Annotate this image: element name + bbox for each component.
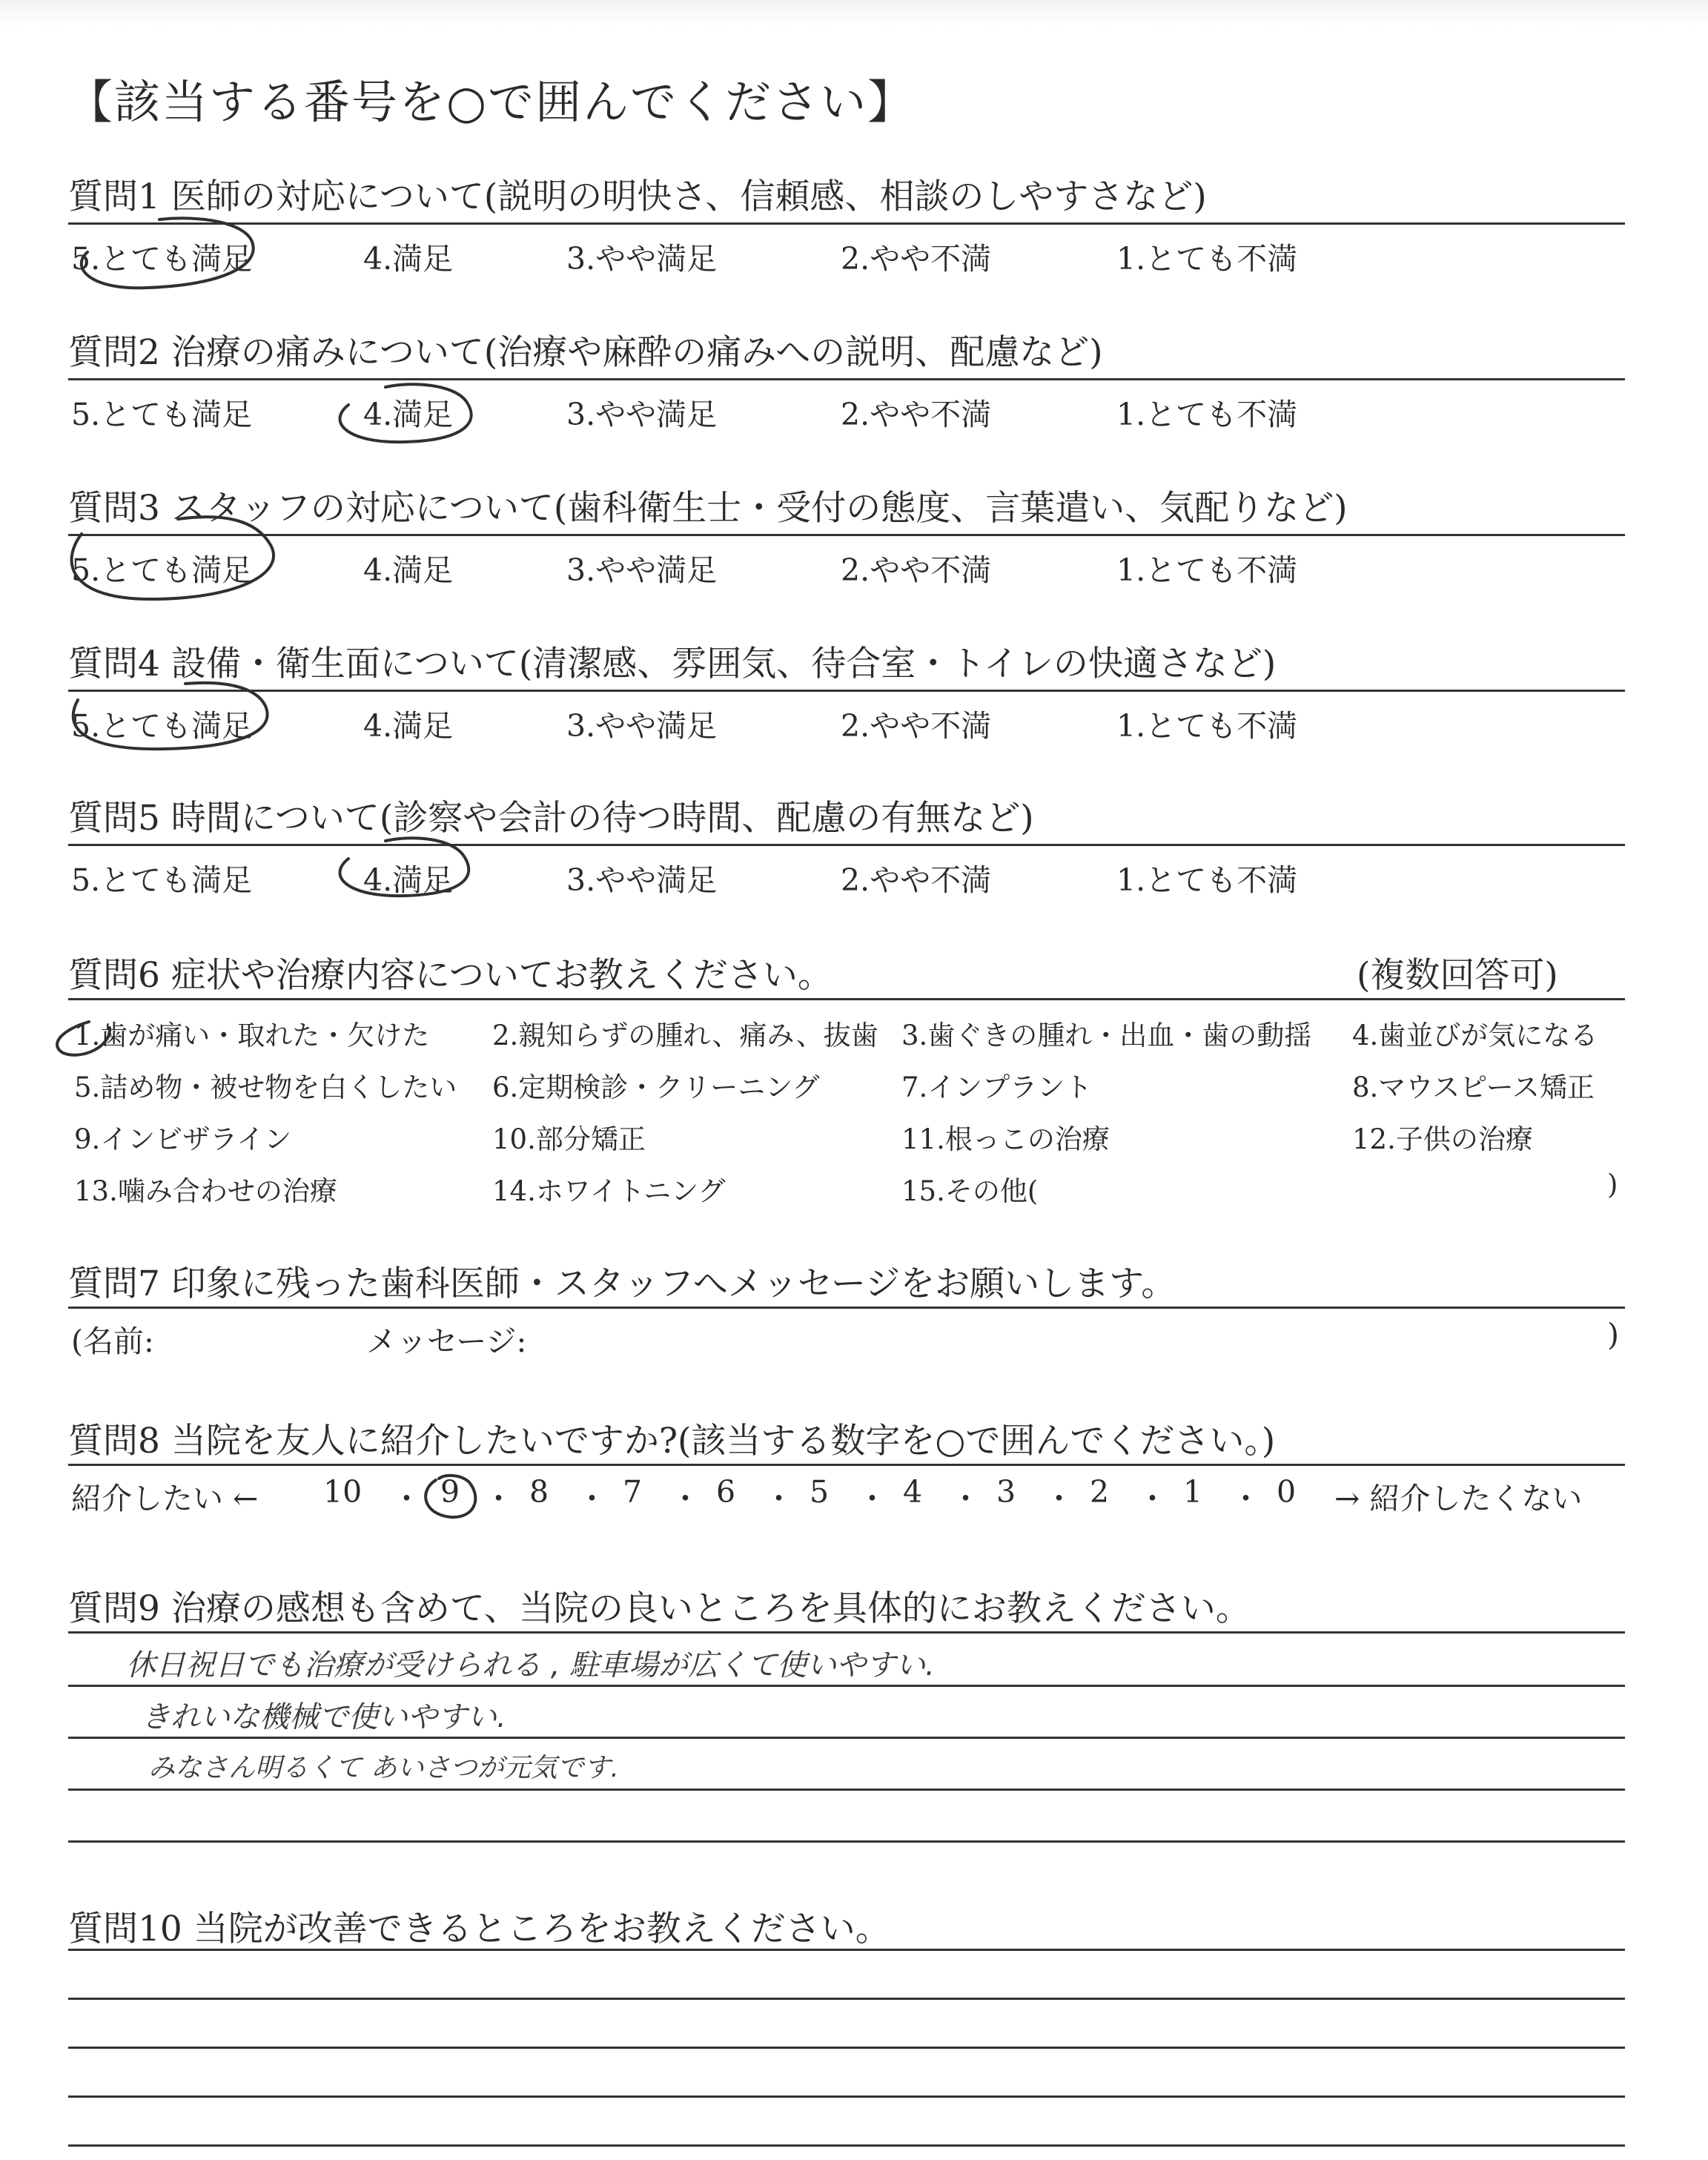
q6-option-7[interactable]: 7.インプラント [901,1071,1093,1103]
q4-option-4[interactable]: 4.満足 [363,708,454,744]
q1-selection-circle [82,218,254,288]
q4-option-3[interactable]: 3.やや満足 [566,708,718,744]
q8-selection-circle [426,1476,475,1517]
q2-option-5[interactable]: 5.とても満足 [71,397,253,432]
q8-scale-0[interactable]: 0 [1277,1474,1297,1510]
q8-separator: ・ [1044,1481,1074,1516]
q6-option-13[interactable]: 13.噛み合わせの治療 [74,1175,337,1207]
q5-option-4[interactable]: 4.満足 [363,862,454,898]
q8-scale-2[interactable]: 2 [1090,1474,1110,1510]
q3-option-2[interactable]: 2.やや不満 [841,552,992,588]
q2-option-3[interactable]: 3.やや満足 [566,397,718,432]
question-7-title: 質問7 印象に残った歯科医師・スタッフへメッセージをお願いします。 [68,1264,1176,1304]
q6-option-6[interactable]: 6.定期検診・クリーニング [492,1071,820,1103]
q8-separator: ・ [857,1481,887,1516]
q8-scale-6[interactable]: 6 [716,1474,736,1510]
question-1-title: 質問1 医師の対応について(説明の明快さ、信頼感、相談のしやすさなど) [68,176,1207,217]
q3-option-3[interactable]: 3.やや満足 [566,552,718,588]
question-3-title: 質問3 スタッフの対応について(歯科衛生士・受付の態度、言葉遣い、気配りなど) [68,488,1348,529]
q9-handwritten-line-2: きれいな機械で使いやすい. [141,1700,506,1734]
q8-scale-4[interactable]: 4 [903,1474,923,1510]
q6-option-2[interactable]: 2.親知らずの腫れ、痛み、抜歯 [492,1020,878,1051]
q4-option-1[interactable]: 1.とても不満 [1116,708,1298,744]
q3-option-5[interactable]: 5.とても満足 [71,552,253,588]
question-6-title: 質問6 症状や治療内容についてお教えください。 [68,955,833,996]
question-6-note: (複数回答可) [1357,955,1558,996]
q6-option-1[interactable]: 1.歯が痛い・取れた・欠けた [74,1020,430,1051]
q6-option-5[interactable]: 5.詰め物・被せ物を白くしたい [74,1071,457,1103]
q9-handwritten-line-3: みなさん明るくて あいさつが元気です. [148,1753,619,1783]
q1-option-3[interactable]: 3.やや満足 [566,241,718,277]
q6-other-close-paren: ) [1607,1169,1618,1200]
question-5-title: 質問5 時間について(診察や会計の待つ時間、配慮の有無など) [68,798,1034,839]
q1-option-5[interactable]: 5.とても満足 [71,241,253,277]
q6-option-11[interactable]: 11.根っこの治療 [901,1123,1110,1155]
q6-option-10[interactable]: 10.部分矯正 [492,1123,646,1155]
question-9-title: 質問9 治療の感想も含めて、当院の良いところを具体的にお教えください。 [68,1588,1251,1629]
q8-right-label: → 紹介したくない [1334,1481,1583,1516]
q7-name-label: (名前: [71,1324,154,1359]
q1-option-2[interactable]: 2.やや不満 [841,241,992,277]
q3-option-1[interactable]: 1.とても不満 [1116,552,1298,588]
q5-selection-circle [340,838,469,896]
q2-option-2[interactable]: 2.やや不満 [841,397,992,432]
page-heading: 【該当する番号を○で囲んでください】 [67,75,916,129]
question-2-title: 質問2 治療の痛みについて(治療や麻酔の痛みへの説明、配慮など) [68,332,1103,373]
q8-separator: ・ [483,1481,514,1516]
q8-scale-10[interactable]: 10 [323,1474,363,1510]
q3-option-4[interactable]: 4.満足 [363,552,454,588]
q8-scale-7[interactable]: 7 [623,1474,643,1510]
q3-selection-circle [72,517,274,599]
q8-separator: ・ [950,1481,981,1516]
q6-selection-circle [57,1022,110,1055]
q1-option-1[interactable]: 1.とても不満 [1116,241,1298,277]
q6-option-14[interactable]: 14.ホワイトニング [492,1175,726,1207]
q7-close-paren: ) [1607,1317,1619,1353]
q6-option-4[interactable]: 4.歯並びが気になる [1352,1020,1598,1051]
q8-separator: ・ [1231,1481,1261,1516]
q5-option-3[interactable]: 3.やや満足 [566,862,718,898]
q5-option-1[interactable]: 1.とても不満 [1116,862,1298,898]
q5-option-5[interactable]: 5.とても満足 [71,862,253,898]
q1-option-4[interactable]: 4.満足 [363,241,454,277]
q4-selection-circle [73,683,268,749]
q8-separator: ・ [577,1481,607,1516]
q9-handwritten-line-1: 休日祝日でも治療が受けられる , 駐車場が広くて使いやすい. [126,1648,935,1682]
q8-scale-3[interactable]: 3 [996,1474,1016,1510]
q8-separator: ・ [764,1481,794,1516]
question-10-title: 質問10 当院が改善できるところをお教えください。 [68,1909,890,1949]
q2-option-1[interactable]: 1.とても不満 [1116,397,1298,432]
q4-option-5[interactable]: 5.とても満足 [71,708,253,744]
q8-scale-5[interactable]: 5 [810,1474,830,1510]
q5-option-2[interactable]: 2.やや不満 [841,862,992,898]
q4-option-2[interactable]: 2.やや不満 [841,708,992,744]
q8-left-label: 紹介したい ← [71,1481,259,1516]
q7-message-label: メッセージ: [366,1324,527,1359]
q8-scale-9[interactable]: 9 [440,1474,460,1510]
q2-selection-circle [340,384,471,442]
q6-option-9[interactable]: 9.インビザライン [74,1123,292,1155]
q8-scale-8[interactable]: 8 [529,1474,549,1510]
q6-option-8[interactable]: 8.マウスピース矯正 [1352,1071,1595,1103]
question-8-title: 質問8 当院を友人に紹介したいですか?(該当する数字を○で囲んでください。) [68,1421,1276,1462]
q8-separator: ・ [670,1481,701,1516]
q8-separator: ・ [391,1481,422,1516]
q6-option-3[interactable]: 3.歯ぐきの腫れ・出血・歯の動揺 [901,1020,1312,1051]
q6-option-12[interactable]: 12.子供の治療 [1352,1123,1533,1155]
question-4-title: 質問4 設備・衛生面について(清潔感、雰囲気、待合室・トイレの快適さなど) [68,644,1277,684]
q6-option-15[interactable]: 15.その他( [901,1175,1039,1207]
q2-option-4[interactable]: 4.満足 [363,397,454,432]
q8-scale-1[interactable]: 1 [1183,1474,1203,1510]
q8-separator: ・ [1137,1481,1168,1516]
